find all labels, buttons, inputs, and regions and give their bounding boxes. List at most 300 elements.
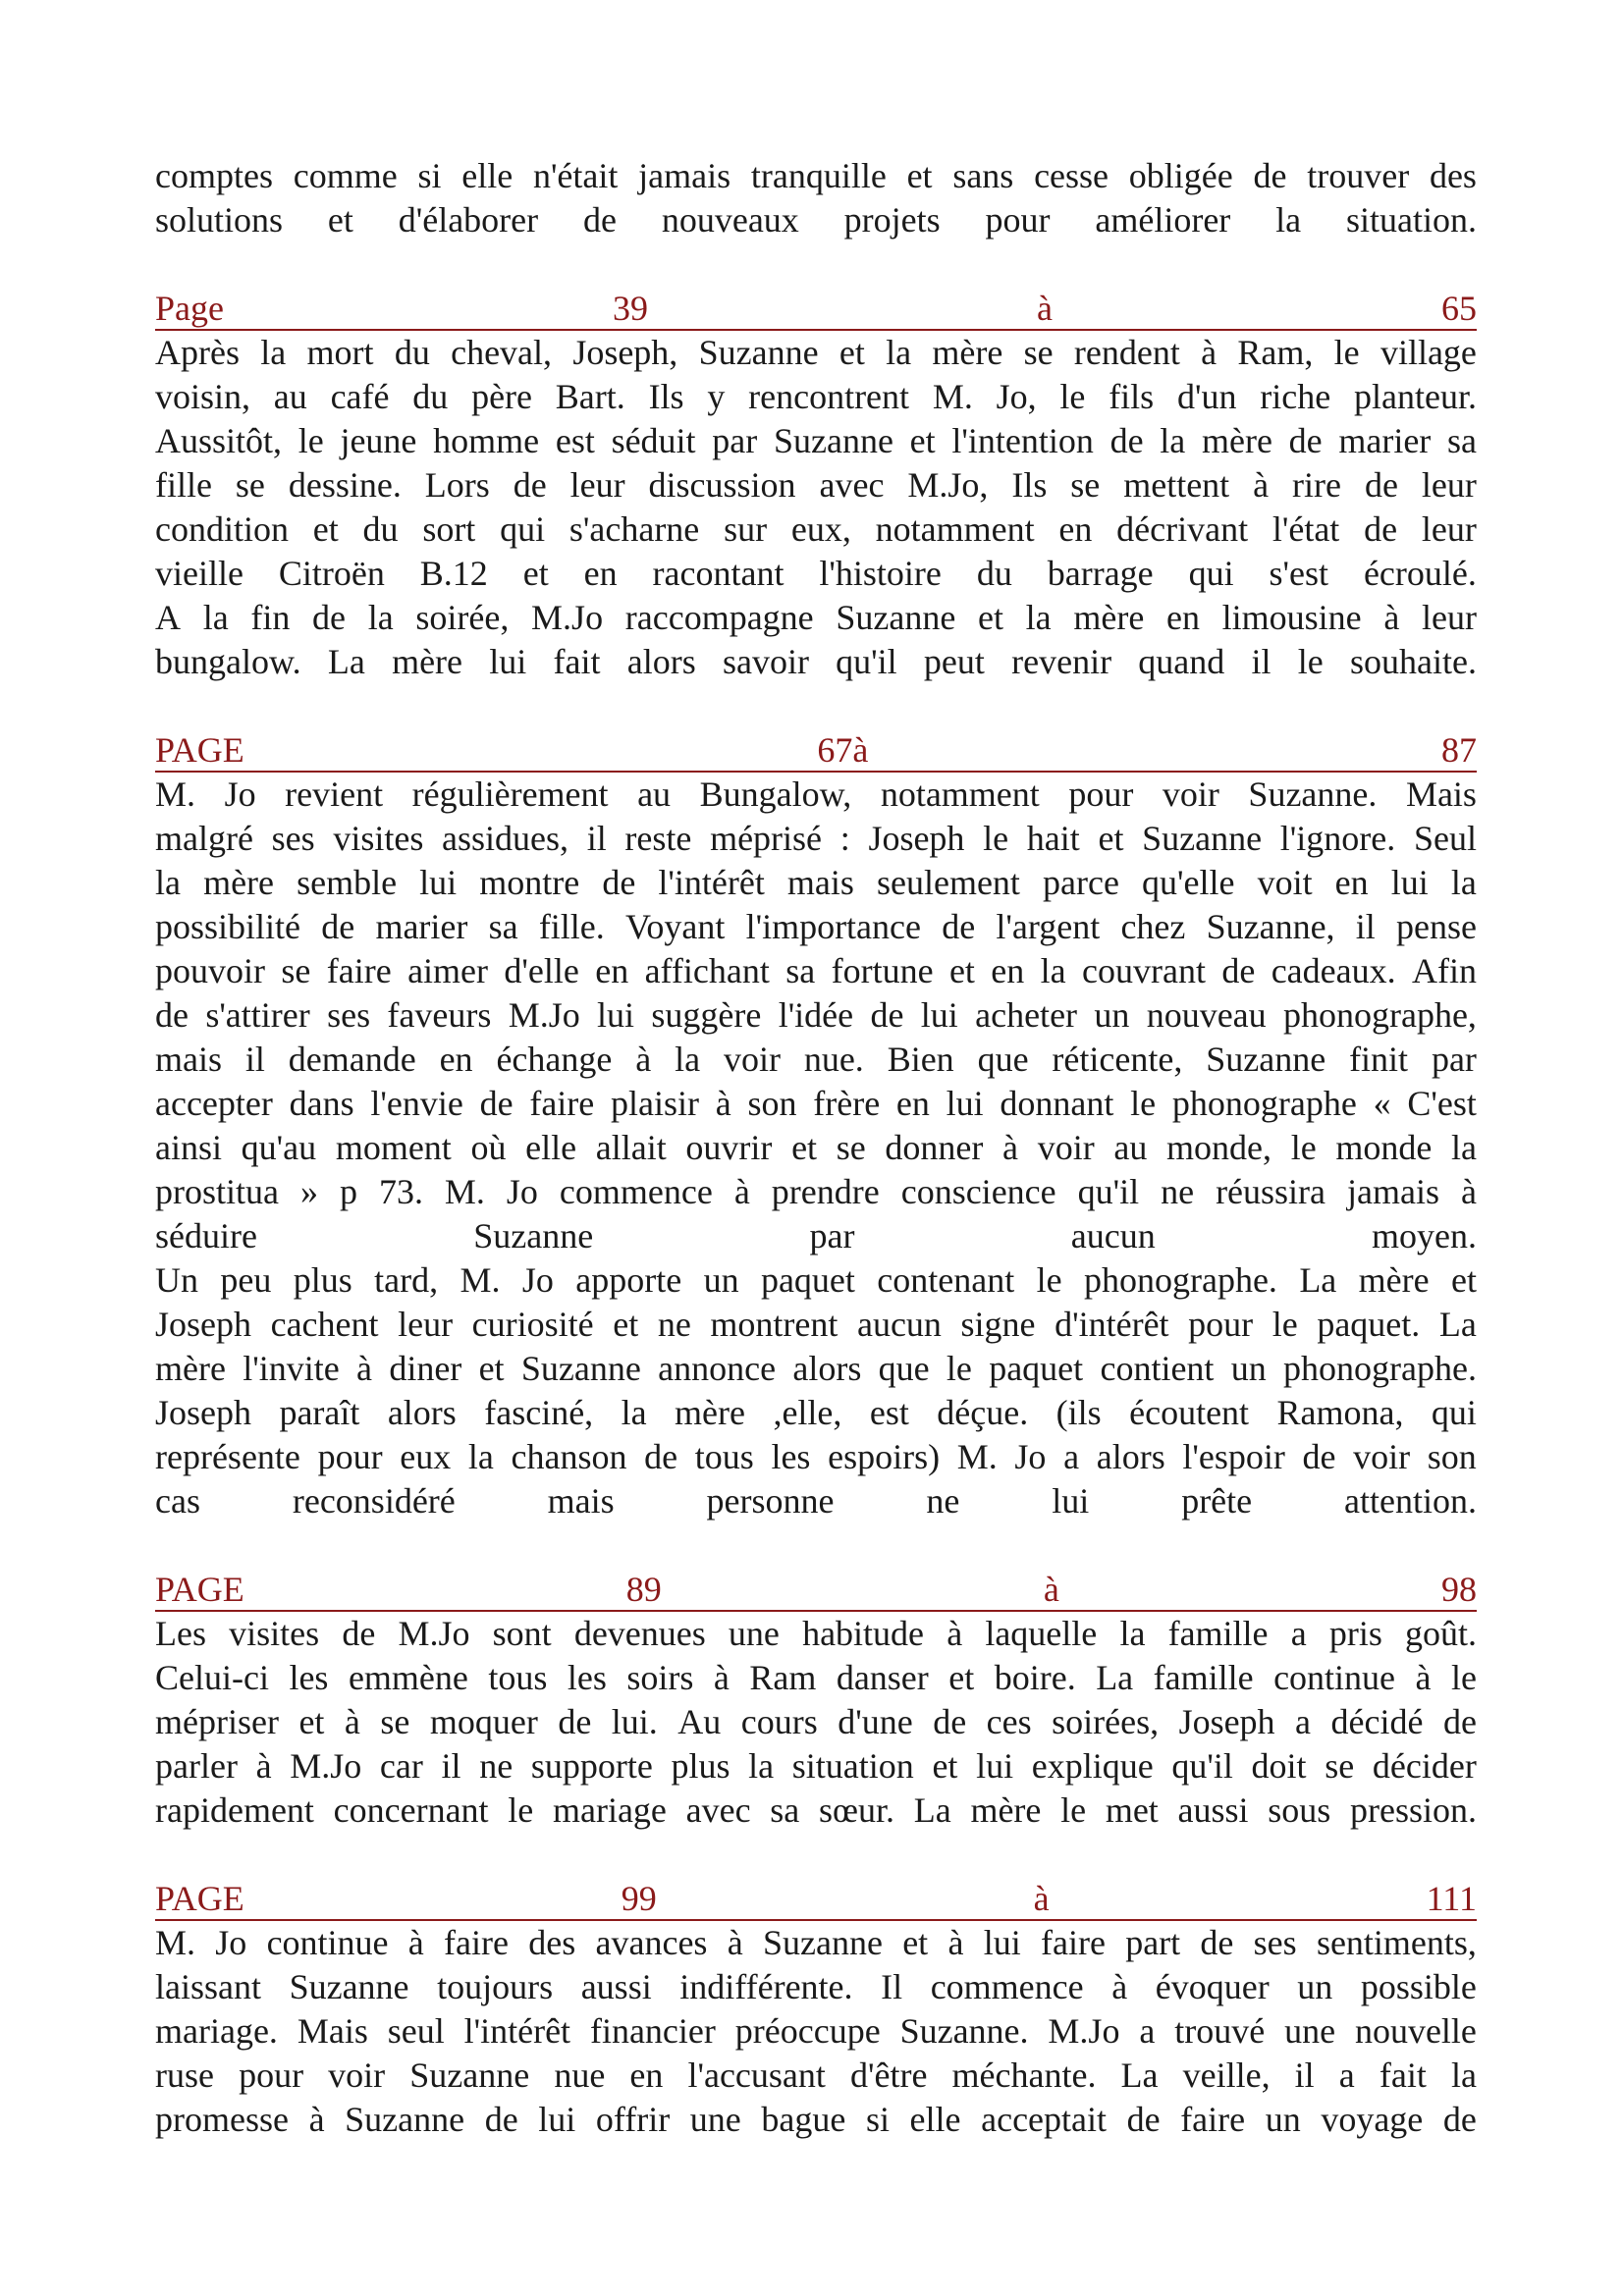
word: qui [1431,1393,1477,1432]
text-line [155,1258,1477,1303]
word: voyage [1321,2100,1424,2139]
word: elle [909,2100,961,2139]
word: indifférente. [679,1967,853,2006]
word: moquer [429,1702,538,1741]
text-line [155,1126,1477,1170]
word: qu'au [241,1128,317,1167]
word: son [1427,1437,1477,1476]
word: Après [155,333,240,372]
section-heading [155,1877,1477,1921]
word: sur [724,509,768,549]
word: paquet [989,1349,1084,1388]
word: il [244,1040,265,1079]
word: de [942,907,976,946]
word: le [1271,1305,1298,1344]
word: se [1070,465,1101,505]
word: rire [1292,465,1342,505]
word: lui [946,1084,984,1123]
word: Mais [297,2011,368,2051]
word: de [602,863,636,902]
word: M. [155,1923,196,1962]
word: mère [675,1393,745,1432]
text-line [155,1082,1477,1126]
heading-word: à [1036,289,1053,328]
word: marier [1338,421,1432,460]
section-pages-39-65 [155,287,1477,684]
word: leur [398,1305,454,1344]
word: contient [1100,1349,1215,1388]
word: moyen. [1372,1216,1477,1255]
text-line [155,1303,1477,1347]
word: Jo [506,1172,538,1211]
word: de [479,1084,514,1123]
text-line [155,1744,1477,1789]
word: jamais [1347,1172,1439,1211]
word: à [947,1923,964,1962]
word: pression. [1349,1790,1477,1830]
word: offrir [595,2100,671,2139]
word: et [522,554,549,593]
word: condition [155,509,289,549]
word: elle [461,156,514,195]
word: couvrant [1082,951,1206,990]
word: le [508,1790,534,1830]
word: sous [1268,1790,1331,1830]
word: se [836,1128,866,1167]
word: donner [885,1128,984,1167]
word: moment [335,1128,452,1167]
word: donnant [1000,1084,1114,1123]
word: et [948,951,975,990]
word: s'acharne [568,509,700,549]
word: paquet [760,1260,855,1300]
word: sentiments, [1316,1923,1477,1962]
word: accepter [155,1084,273,1123]
word: représente [155,1437,300,1476]
word: plus [293,1260,352,1300]
word: à [356,1349,373,1388]
word: en [583,554,618,593]
word: lui [538,2100,576,2139]
text-line [155,1391,1477,1435]
word: son [747,1084,797,1123]
heading-word: PAGE [155,730,244,770]
word: concernant [333,1790,489,1830]
word: ses [327,995,371,1035]
word: fille [155,465,212,505]
word: M. [956,1437,998,1476]
word: à [727,1923,743,1962]
word: est [869,1393,909,1432]
word: préoccupe [734,2011,881,2051]
word: suggère [651,995,762,1035]
word: à [308,2100,325,2139]
word: les [567,1658,607,1697]
word: continue [266,1923,389,1962]
word: lui [489,642,527,681]
word: faire [444,1923,509,1962]
word: Joseph [155,1305,251,1344]
word: part [1125,1923,1181,1962]
word: pour [1188,1305,1254,1344]
word: le [1333,333,1360,372]
text-line [155,331,1477,375]
word: Bien [887,1040,954,1079]
blank-line [155,1833,1477,1877]
word: paraît [279,1393,360,1432]
word: homme [433,421,540,460]
blank-line [155,684,1477,728]
word: Lors [424,465,490,505]
word: la [748,1746,775,1786]
word: a [1290,1614,1307,1653]
word: et [839,333,865,372]
word: et [978,598,1003,637]
word: à [1111,1967,1128,2006]
word: le [946,1349,972,1388]
word: seulement [876,863,1020,902]
word: vieille [155,554,243,593]
word: visites [229,1614,320,1653]
word: écroulé. [1363,554,1477,593]
word: en [595,951,629,990]
word: père [471,377,533,416]
word: par [1431,1040,1477,1079]
word: Suzanne [473,1216,594,1255]
heading-word: 87 [1441,730,1477,770]
word: en [1165,598,1200,637]
word: aussi [580,1967,652,2006]
word: La [1299,1260,1337,1300]
word: la [1450,863,1477,902]
word: des [528,1923,576,1962]
word: de [1442,1702,1477,1741]
word: diner [389,1349,462,1388]
word: d'elle [504,951,579,990]
word: cadeaux. [1271,951,1396,990]
text-line [155,1347,1477,1391]
word: ne [926,1481,960,1521]
word: eux, [790,509,851,549]
word: à [1383,598,1400,637]
text-line [155,2054,1477,2098]
text-line [155,1656,1477,1700]
word: demande [288,1040,416,1079]
word: commence [930,1967,1084,2006]
word: mère [1073,598,1145,637]
word: limousine [1221,598,1362,637]
word: Joseph [1178,1702,1275,1741]
word: à [407,1923,424,1962]
word: se [281,951,311,990]
word: soirée, [415,598,510,637]
word: du [394,333,430,372]
word: dessine. [288,465,402,505]
word: aussi [1177,1790,1249,1830]
word: n'était [532,156,619,195]
word: nue [554,2056,606,2095]
word: l'espoir [1182,1437,1285,1476]
word: nouveaux [661,200,799,240]
heading-word: 89 [625,1570,662,1609]
word: leur [1421,465,1477,505]
word: il [441,1746,461,1786]
word: pour [317,1437,383,1476]
word: La [1438,1305,1477,1344]
word: a [1139,2011,1156,2051]
word: aucun [1070,1216,1156,1255]
word: Jo [224,774,256,814]
word: sa [785,951,816,990]
word: l'histoire [819,554,942,593]
word: décrivant [1116,509,1249,549]
word: ouvrir [685,1128,773,1167]
heading-word: 99 [621,1879,657,1918]
text-line [155,507,1477,552]
word: Afin [1412,951,1477,990]
word: famille [1167,1614,1269,1653]
word: de [484,2100,518,2139]
word: de [155,995,189,1035]
word: Aussitôt, [155,421,283,460]
heading-word: PAGE [155,1570,244,1609]
word: cheval, [451,333,553,372]
word: Ramona, [1276,1393,1404,1432]
word: il [1355,907,1376,946]
word: chez [1120,907,1186,946]
text-line [155,1214,1477,1258]
word: écoutent [1129,1393,1250,1432]
word: et [906,156,933,195]
word: phonographe. [1083,1260,1277,1300]
word: l'ignore. [1279,819,1396,858]
word: M.Jo [1048,2011,1120,2051]
word: l'état [1271,509,1340,549]
text-line [155,1479,1477,1523]
word: pris [1328,1614,1382,1653]
word: prête [1181,1481,1253,1521]
word: les [771,1437,811,1476]
word: la [260,333,287,372]
word: lui [920,995,958,1035]
word: qu'il [1171,1746,1233,1786]
word: revient [285,774,384,814]
word: Jo [521,1260,554,1300]
word: mère [1201,421,1272,460]
word: de [558,1702,592,1741]
word: l'accusant [687,2056,826,2095]
word: déçue. [937,1393,1029,1432]
word: comptes [155,156,273,195]
word: cesse [1034,156,1109,195]
word: alors [1096,1437,1165,1476]
word: la [886,333,912,372]
word: à [1201,333,1217,372]
word: voir [1162,774,1219,814]
word: Ram [749,1658,817,1697]
word: M.Jo [531,598,604,637]
word: Suzanne [762,1923,883,1962]
word: où [470,1128,507,1167]
word: chanson [511,1437,627,1476]
word: sa [770,1790,800,1830]
word: se [235,465,265,505]
word: avec [819,465,885,505]
word: et [312,509,339,549]
word: le [983,819,1009,858]
word: peut [923,642,985,681]
text-line [155,1789,1477,1833]
word: pour [1068,774,1134,814]
word: solutions [155,200,284,240]
word: tranquille [750,156,887,195]
word: prostitua [155,1172,279,1211]
word: s'est [1269,554,1329,593]
word: la [1275,200,1302,240]
word: l'invite [243,1349,340,1388]
word: boire. [994,1658,1076,1697]
word: au [1113,1128,1148,1167]
word: habitude [802,1614,925,1653]
word: phonographe. [1283,1349,1477,1388]
word: toujours [437,1967,554,2006]
word: rapidement [155,1790,314,1830]
section-pages-99-111 [155,1877,1477,2142]
word: rencontrent [748,377,910,416]
word: nouvelle [1354,2011,1477,2051]
word: lui [597,995,635,1035]
word: Suzanne [289,1967,409,2006]
document-page [155,154,1477,2142]
word: il [1294,2056,1315,2095]
word: la [367,598,394,637]
word: raccompagne [624,598,814,637]
word: explique [1031,1746,1154,1786]
word: Suzanne. [899,2011,1029,2051]
word: mère [932,333,1003,372]
word: un [1265,2100,1301,2139]
word: semble [297,863,398,902]
word: la [1450,2056,1477,2095]
word: mariage [552,1790,667,1830]
word: faire [1040,1923,1106,1962]
word: Suzanne [520,1349,641,1388]
word: pouvoir [155,951,265,990]
word: M.Jo [508,995,580,1035]
word: la [1160,421,1186,460]
word: La [327,642,365,681]
word: fils [1109,377,1155,416]
word: et [902,1923,929,1962]
word: l'intérêt [658,863,765,902]
text-line [155,773,1477,817]
word: le [1290,1128,1317,1167]
word: améliorer [1095,200,1231,240]
word: trouver [1307,156,1410,195]
word: reste [624,819,692,858]
text-line [155,596,1477,640]
text-line [155,1038,1477,1082]
word: la [1119,1614,1146,1653]
word: à [715,1084,731,1123]
word: mère [392,642,463,681]
section-pages-89-98 [155,1568,1477,1833]
word: conscience [900,1172,1056,1211]
word: lui. [611,1702,658,1741]
word: régulièrement [411,774,609,814]
text-line [155,154,1477,198]
word: décider [1372,1746,1477,1786]
word: et [478,1349,505,1388]
word: tous [694,1437,754,1476]
word: de [1364,465,1398,505]
word: Suzanne [836,598,956,637]
word: par [809,1216,855,1255]
word: faveurs [387,995,492,1035]
word: avances [595,1923,708,1962]
word: à [1415,1658,1432,1697]
word: d'être [850,2056,928,2095]
word: en [1058,509,1093,549]
word: annonce [658,1349,777,1388]
word: jamais [638,156,731,195]
word: Suzanne [1142,819,1263,858]
word: du [362,509,399,549]
word: lui [1390,863,1429,902]
word: a [1063,1437,1080,1476]
word: attention. [1344,1481,1477,1521]
word: et [791,1128,818,1167]
word: sœur. [819,1790,895,1830]
word: s'attirer [205,995,310,1035]
word: elle [525,1128,577,1167]
word: en [991,951,1025,990]
word: échange [496,1040,613,1079]
word: danser [836,1658,929,1697]
word: cas [155,1481,200,1521]
word: Bart. [555,377,625,416]
word: paquet. [1317,1305,1421,1344]
word: mettent [1123,465,1230,505]
word: à [1460,1172,1477,1211]
word: montrent [710,1305,839,1344]
word: de [1126,2100,1161,2139]
word: fasciné, [484,1393,594,1432]
text-line [155,1965,1477,2009]
word: racontant [652,554,784,593]
word: Suzanne [1206,1040,1326,1079]
word: revenir [1011,642,1112,681]
word: de [1200,1923,1234,1962]
word: d'une [838,1702,913,1741]
word: famille [1153,1658,1254,1697]
word: le [1451,1658,1477,1697]
word: de [312,598,347,637]
text-line [155,640,1477,684]
word: trouvé [1174,2011,1266,2051]
word: monde, [1166,1128,1272,1167]
word: soirées, [1052,1702,1160,1741]
word: au [273,377,307,416]
word: laquelle [985,1614,1098,1653]
word: à [1002,1128,1019,1167]
word: en [439,1040,473,1079]
word: lui [976,1746,1014,1786]
word: laissant [155,1967,261,2006]
word: La [1096,1658,1134,1697]
word: Joseph [868,819,965,858]
word: tous [488,1658,548,1697]
